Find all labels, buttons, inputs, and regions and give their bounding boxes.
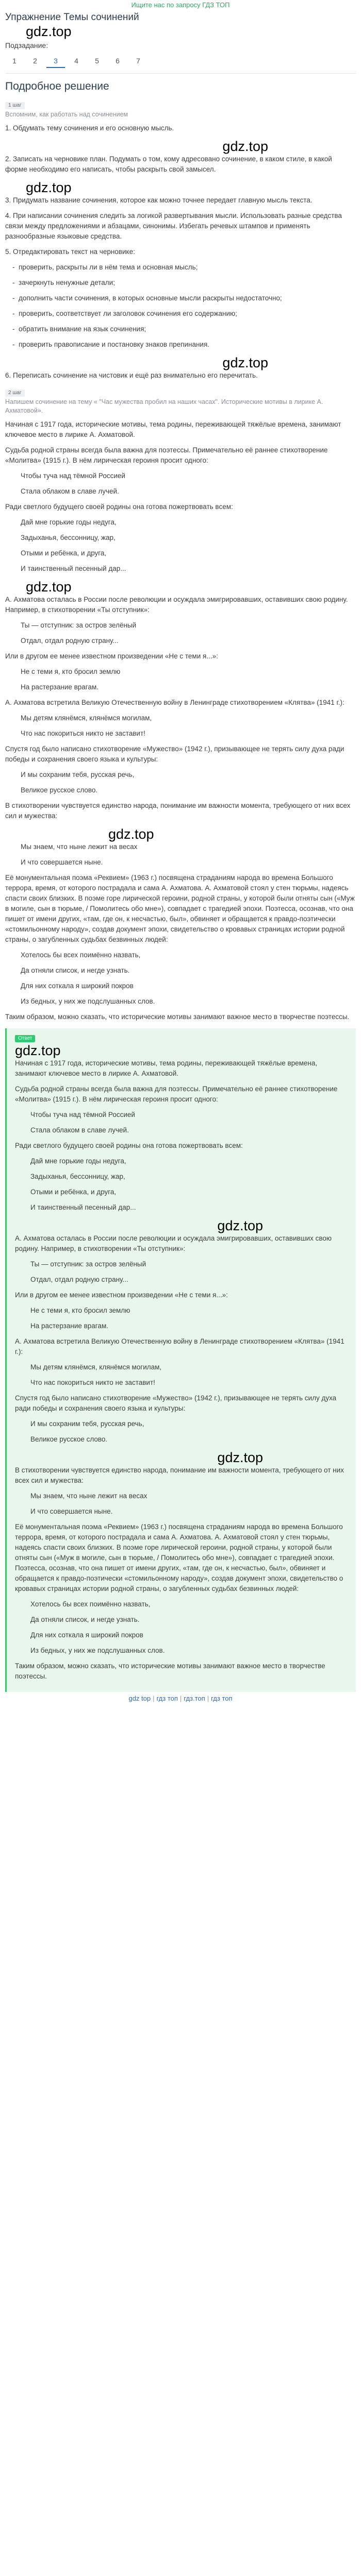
essay-paragraph: Или в другом ее менее известном произведении «Не с теми я...»: bbox=[5, 652, 218, 660]
poem-quote bbox=[5, 770, 356, 795]
poem-line: Не с теми я, кто бросил землю bbox=[30, 1307, 130, 1314]
watermark: gdz.top bbox=[26, 579, 72, 595]
footer-link[interactable]: гдз топ bbox=[156, 1694, 178, 1702]
poem-quote bbox=[5, 950, 356, 1007]
top-banner[interactable]: Ищите нас по запросу ГДЗ ТОП bbox=[131, 1, 230, 9]
step-badge: 2 шаг bbox=[5, 389, 25, 397]
poem-line: Великое русское слово. bbox=[21, 786, 98, 794]
watermark: gdz.top bbox=[26, 180, 72, 195]
poem-quote bbox=[15, 1419, 351, 1445]
essay-paragraph: Ради светлого будущего своей родины она готова пожертвовать всем: bbox=[5, 503, 233, 511]
subtask-page-7[interactable]: 7 bbox=[136, 57, 140, 65]
edit-checklist bbox=[5, 262, 356, 350]
poem-line: Хотелось бы всех поимённо назвать, bbox=[21, 951, 141, 959]
poem-line: Из бедных, у них же подслушанных слов. bbox=[21, 997, 155, 1005]
watermark: gdz.top bbox=[222, 355, 268, 370]
step-note: Напишем сочинение на тему « "Час мужества пробил на наших часах". Исторические мотивы в лирике А. Ахматовой». bbox=[5, 398, 323, 414]
essay-paragraph: Судьба родной страны всегда была важна для поэтессы. Примечательно её раннее стихотворение «Молитва» (1915 г.). В нём лирическая героиня просит одного: bbox=[5, 446, 328, 464]
poem-line: Для них соткала я широкий покров bbox=[21, 982, 134, 990]
list-item: - проверить, соответствует ли заголовок сочинения его содержанию; bbox=[12, 309, 356, 319]
poem-line: Мы знаем, что ныне лежит на весах bbox=[30, 1492, 147, 1500]
poem-line: Мы знаем, что ныне лежит на весах bbox=[21, 843, 138, 851]
poem-line: Отыми и ребёнка, и друга, bbox=[30, 1188, 117, 1196]
plan-item: 4. При написании сочинения следить за логикой развертывания мысли. Использовать разные средства связи между предложениями и абзацами, синонимы. Избегать речевых штампов и применять разнообразные языковые средства. bbox=[5, 212, 342, 240]
poem-quote bbox=[5, 842, 356, 868]
list-item: - дополнить части сочинения, в которых основные мысли раскрыты недостаточно; bbox=[12, 293, 356, 303]
poem-line: Задыханья, бессонницу, жар, bbox=[21, 534, 116, 541]
poem-quote bbox=[5, 667, 356, 692]
answer-paragraph: Ради светлого будущего своей родины она готова пожертвовать всем: bbox=[15, 1142, 243, 1149]
answer-paragraph: Спустя год было написано стихотворение «Мужество» (1942 г.), призывающее не терять силу духа ради победы и сохранения своего языка и культуры: bbox=[15, 1394, 337, 1412]
poem-line: Стала облаком в славе лучей. bbox=[21, 487, 119, 495]
poem-quote bbox=[15, 1362, 351, 1388]
answer-paragraph: Её монументальная поэма «Реквием» (1963 г.) посвящена страданиям народа во времена Большого террора, время, от которого пострадала и сама А. Ахматова. А. Ахматовой стоял у стен тюрьмы, надеясь спасти своих близких. В поэме горе лирической героини, родной страны, у которой были отняты сын («Муж в могиле, сын в тюрьме, / Помолитесь обо мне»), совпадает с трагедией эпохи. Поэтесса, осознав, что она пишет от имени других, «там, где он, к несчастью, был», обвиняет и обращается к правдо-поэтически «стомильонному народу», создав документ эпохи, свидетельство о кровавых страницах истории родной страны, о загубленных судьбах безвинных людей: bbox=[15, 1523, 343, 1592]
step-2 bbox=[5, 387, 356, 1022]
footer-link[interactable]: гдз топ bbox=[211, 1694, 233, 1702]
list-item: - проверить, раскрыты ли в нём тема и основная мысль; bbox=[12, 262, 356, 273]
poem-line: И таинственный песенный дар... bbox=[21, 565, 126, 572]
poem-line: Дай мне горькие годы недуга, bbox=[30, 1157, 126, 1165]
poem-line: Да отняли список, и негде узнать. bbox=[21, 967, 130, 974]
poem-line: И таинственный песенный дар... bbox=[30, 1204, 136, 1211]
plan-item: 6. Переписать сочинение на чистовик и ещё раз внимательно его перечитать. bbox=[5, 371, 258, 379]
essay-paragraph: В стихотворении чувствуется единство народа, понимание им важности момента, требующего от них всех сил и мужества: bbox=[5, 802, 351, 820]
step-1 bbox=[5, 99, 356, 381]
essay-paragraph: Начиная с 1917 года, исторические мотивы, тема родины, переживающей тяжёлые времена, занимают ключевое место в лирике А. Ахматовой. bbox=[5, 420, 341, 438]
poem-quote bbox=[15, 1599, 351, 1656]
poem-quote bbox=[5, 713, 356, 739]
list-item: - обратить внимание на язык сочинения; bbox=[12, 324, 356, 334]
page-content bbox=[0, 11, 361, 1704]
watermark: gdz.top bbox=[217, 1450, 263, 1465]
poem-line: Отыми и ребёнка, и друга, bbox=[21, 549, 107, 557]
subtask-pager bbox=[5, 54, 356, 68]
poem-quote bbox=[15, 1156, 351, 1213]
poem-line: Хотелось бы всех поимённо назвать, bbox=[30, 1600, 151, 1608]
answer-paragraph: Начиная с 1917 года, исторические мотивы, тема родины, переживающей тяжёлые времена, занимают ключевое место в лирике А. Ахматовой. bbox=[15, 1059, 318, 1077]
essay-paragraph: А. Ахматова встретила Великую Отечественную войну в Ленинграде стихотворением «Клятва» (1941 г.): bbox=[5, 699, 344, 706]
poem-line: Не с теми я, кто бросил землю bbox=[21, 668, 121, 675]
subtask-page-2[interactable]: 2 bbox=[33, 57, 37, 65]
answer-paragraph: Или в другом ее менее известном произведении «Не с теми я...»: bbox=[15, 1291, 228, 1299]
poem-line: И что совершается ныне. bbox=[21, 858, 103, 866]
step-note: Вспомним, как работать над сочинением bbox=[5, 111, 128, 118]
exercise-title: Упражнение Темы сочинений bbox=[5, 12, 139, 23]
subtask-page-4[interactable]: 4 bbox=[74, 57, 78, 65]
list-item: - зачеркнуть ненужные детали; bbox=[12, 278, 356, 288]
poem-quote bbox=[15, 1110, 351, 1136]
list-item: - проверить правописание и постановку знаков препинания. bbox=[12, 340, 356, 350]
poem-quote bbox=[15, 1491, 351, 1517]
poem-line: Чтобы туча над тёмной Россией bbox=[21, 472, 125, 480]
poem-quote bbox=[5, 620, 356, 646]
footer-links: gdz top | гдз топ | гдз.топ | гдз топ bbox=[128, 1694, 233, 1702]
step-badge: 1 шаг bbox=[5, 102, 25, 109]
poem-line: Чтобы туча над тёмной Россией bbox=[30, 1111, 135, 1118]
footer-link[interactable]: гдз.топ bbox=[184, 1694, 205, 1702]
poem-line: Что нас покориться никто не заставит! bbox=[30, 1379, 155, 1386]
answer-block bbox=[5, 1028, 356, 1692]
plan-item: 3. Придумать название сочинения, которое как можно точнее передает главную мысль текста. bbox=[5, 196, 313, 204]
poem-line: Дай мне горькие годы недуга, bbox=[21, 518, 117, 526]
poem-quote bbox=[5, 517, 356, 574]
poem-line: Для них соткала я широкий покров bbox=[30, 1631, 143, 1639]
subtask-page-6[interactable]: 6 bbox=[116, 57, 120, 65]
poem-quote bbox=[15, 1306, 351, 1331]
poem-line: Отдал, отдал родную страну... bbox=[30, 1276, 128, 1283]
poem-line: И что совершается ныне. bbox=[30, 1507, 113, 1515]
poem-line: На растерзание врагам. bbox=[21, 683, 99, 691]
answer-paragraph: В стихотворении чувствуется единство народа, понимание им важности момента, требующего от них всех сил и мужества: bbox=[15, 1466, 344, 1484]
watermark: gdz.top bbox=[222, 139, 268, 154]
answer-paragraph: А. Ахматова осталась в России после революции и осуждала эмигрировавших, оставивших свою родину. Например, в стихотворении «Ты отступник»: bbox=[15, 1234, 332, 1252]
subtask-page-1[interactable]: 1 bbox=[12, 57, 17, 65]
answer-badge: Ответ bbox=[15, 1035, 35, 1042]
watermark: gdz.top bbox=[108, 826, 154, 842]
subtask-label: Подзадание: bbox=[5, 41, 48, 49]
plan-item: 5. Отредактировать текст на черновике: bbox=[5, 248, 135, 256]
poem-line: Задыханья, бессонницу, жар, bbox=[30, 1173, 125, 1180]
watermark: gdz.top bbox=[15, 1043, 61, 1058]
plan-item: 2. Записать на черновике план. Подумать о том, кому адресовано сочинение, в каком стиле, в какой форме необходимо его написать, чтобы раскрыть свой замысел. bbox=[5, 155, 332, 173]
watermark: gdz.top bbox=[26, 24, 72, 39]
essay-paragraph: Спустя год было написано стихотворение «Мужество» (1942 г.), призывающее не терять силу духа ради победы и сохранения своего языка и культуры: bbox=[5, 745, 344, 763]
poem-line: Ты — отступник: за остров зелёный bbox=[21, 621, 137, 629]
essay-paragraph: А. Ахматова осталась в России после революции и осуждала эмигрировавших, оставивших свою родину. Например, в стихотворении «Ты отступник»: bbox=[5, 596, 348, 614]
divider bbox=[5, 73, 356, 74]
poem-quote bbox=[5, 471, 356, 497]
solution-title: Подробное решение bbox=[5, 80, 109, 92]
footer-link[interactable]: gdz top bbox=[128, 1694, 151, 1702]
poem-line: Из бедных, у них же подслушанных слов. bbox=[30, 1647, 165, 1654]
essay-paragraph: Таким образом, можно сказать, что исторические мотивы занимают важное место в творчестве поэтессы. bbox=[5, 1013, 350, 1021]
poem-line: И мы сохраним тебя, русская речь, bbox=[21, 771, 135, 778]
poem-quote bbox=[15, 1259, 351, 1285]
poem-line: И мы сохраним тебя, русская речь, bbox=[30, 1420, 144, 1428]
plan-item: 1. Обдумать тему сочинения и его основную мысль. bbox=[5, 124, 174, 132]
watermark: gdz.top bbox=[217, 1218, 263, 1233]
answer-paragraph: А. Ахматова встретила Великую Отечественную войну в Ленинграде стихотворением «Клятва» (1941 г.): bbox=[15, 1337, 344, 1355]
poem-line: На растерзание врагам. bbox=[30, 1322, 108, 1330]
poem-line: Великое русское слово. bbox=[30, 1435, 108, 1443]
subtask-page-5[interactable]: 5 bbox=[95, 57, 99, 65]
answer-paragraph: Таким образом, можно сказать, что исторические мотивы занимают важное место в творчестве поэтессы. bbox=[15, 1662, 325, 1680]
poem-line: Да отняли список, и негде узнать. bbox=[30, 1616, 140, 1623]
poem-line: Отдал, отдал родную страну... bbox=[21, 637, 119, 645]
poem-line: Стала облаком в славе лучей. bbox=[30, 1126, 129, 1134]
subtask-page-3[interactable]: 3 bbox=[46, 54, 65, 68]
poem-line: Мы детям клянёмся, клянёмся могилам, bbox=[30, 1363, 162, 1371]
poem-line: Что нас покориться никто не заставит! bbox=[21, 730, 145, 737]
essay-paragraph: Её монументальная поэма «Реквием» (1963 г.) посвящена страданиям народа во времена Большого террора, время, от которого пострадала и сама А. Ахматова. А. Ахматовой стоял у стен тюрьмы, надеясь спасти своих близких. В поэме горе лирической героини, родной страны, у которой были отняты сын («Муж в могиле, сын в тюрьме, / Помолитесь обо мне»), совпадает с трагедией эпохи. Поэтесса, осознав, что она пишет от имени других, «там, где он, к несчастью, был», обвиняет и обращается к правдо-поэтически «стомильонному народу», создав документ эпохи, свидетельство о кровавых страницах истории родной страны, о загубленных судьбах безвинных людей: bbox=[5, 874, 355, 943]
poem-line: Мы детям клянёмся, клянёмся могилам, bbox=[21, 714, 152, 722]
poem-line: Ты — отступник: за остров зелёный bbox=[30, 1260, 146, 1268]
answer-paragraph: Судьба родной страны всегда была важна для поэтессы. Примечательно её раннее стихотворение «Молитва» (1915 г.). В нём лирическая героиня просит одного: bbox=[15, 1085, 338, 1103]
